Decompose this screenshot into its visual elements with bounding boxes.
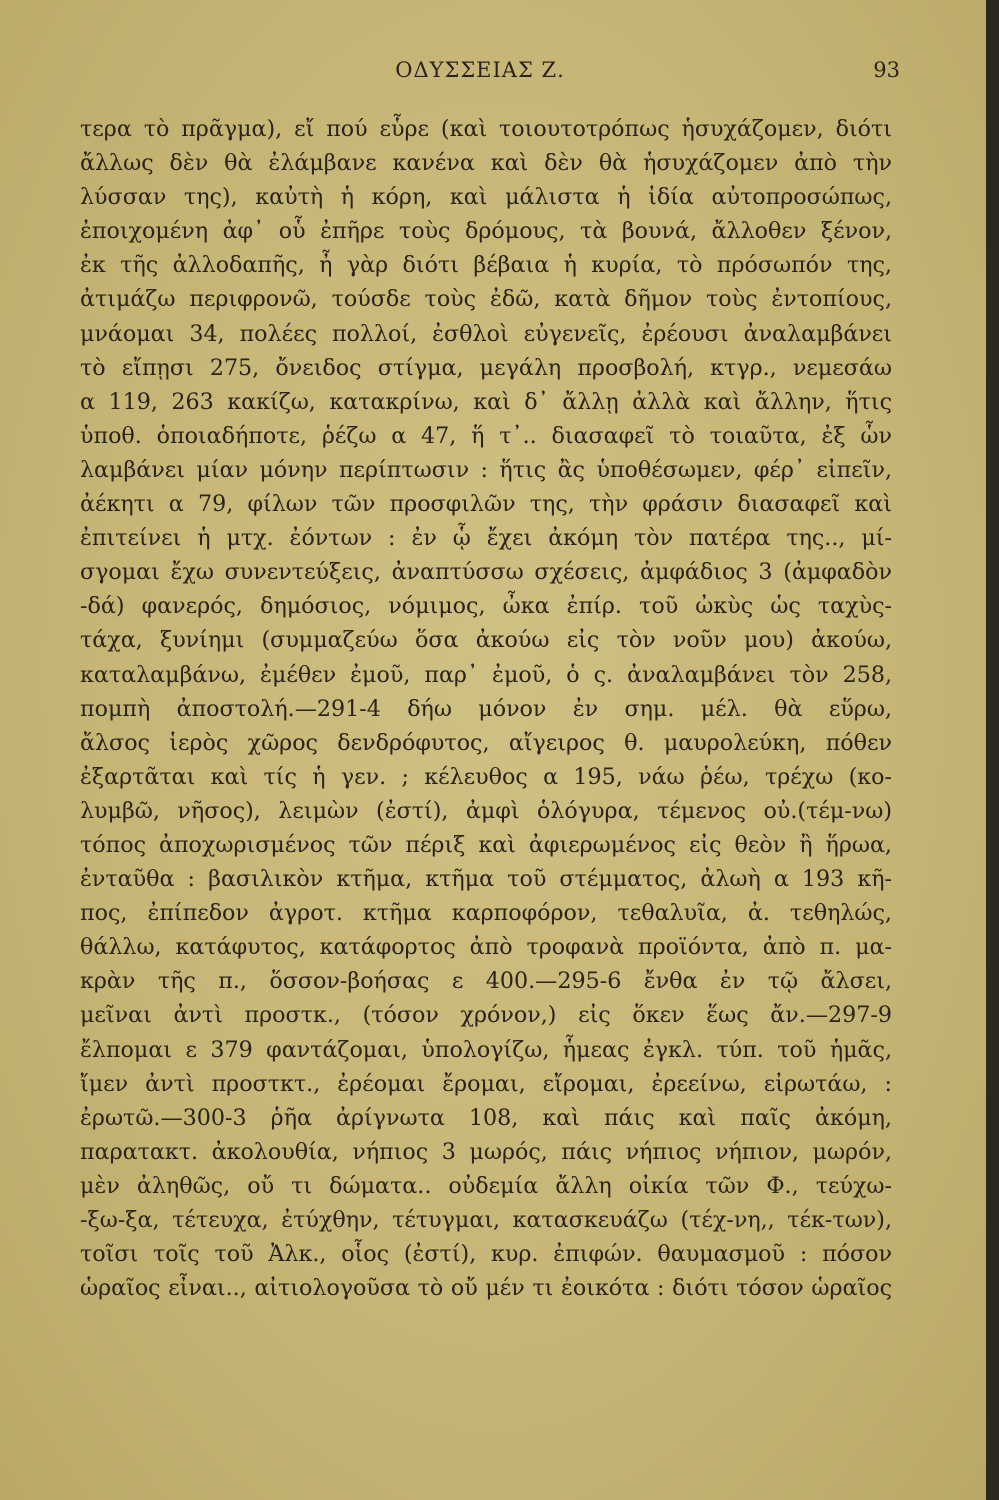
text-line: ἐποιχομένη ἀφ᾽ οὗ ἐπῆρε τοὺς δρόμους, τὰ βουνά, ἄλλοθεν ξένον, <box>80 218 892 245</box>
text-line: λύσσαν της), καὐτὴ ἡ κόρη, καὶ μάλιστα ἡ ἰδία αὐτοπροσώπως, <box>80 184 892 211</box>
text-line: θάλλω, κατάφυτος, κατάφορτος ἀπὸ τροφανὰ προϊόντα, ἀπὸ π. μα- <box>80 934 892 961</box>
text-line: ἄλλως δὲν θὰ ἐλάμβανε κανένα καὶ δὲν θὰ ἡσυχάζομεν ἀπὸ τὴν <box>80 150 892 177</box>
text-line: τὸ εἴπῃσι 275, ὄνειδος στίγμα, μεγάλη προσβολή, κτγρ., νεμεσάω <box>80 354 892 381</box>
text-line: ἀέκητι α 79, φίλων τῶν προσφιλῶν της, τὴν φράσιν διασαφεῖ καὶ <box>80 491 892 518</box>
text-line: τερα τὸ πρᾶγμα), εἴ πού εὗρε (καὶ τοιουτοτρόπως ἡσυχάζομεν, διότι <box>80 116 892 142</box>
text-line: σγομαι ἔχω συνεντεύξεις, ἀναπτύσσω σχέσεις, ἀμφάδιος 3 (ἀμφαδὸν <box>80 559 892 586</box>
text-line: λαμβάνει μίαν μόνην περίπτωσιν : ἥτις ἂς ὑποθέσωμεν, φέρ᾽ εἰπεῖν, <box>80 456 892 483</box>
text-line: ἐνταῦθα : βασιλικὸν κτῆμα, κτῆμα τοῦ στέμματος, ἀλωὴ α 193 κῆ- <box>80 866 892 893</box>
running-title: ΟΔΥΣΣΕΙΑΣ Ζ. <box>395 58 565 82</box>
text-line: πομπὴ ἀποστολή.—291-4 δήω μόνον ἐν σημ. μέλ. θὰ εὕρω, <box>80 695 892 722</box>
page-number: 93 <box>873 58 900 82</box>
text-line: α 119, 263 κακίζω, κατακρίνω, καὶ δ᾽ ἄλλῃ ἀλλὰ καὶ ἄλλην, ἥτις <box>80 388 892 415</box>
text-line: ὡραῖος εἶναι.., αἰτιολογοῦσα τὸ οὔ μέν τι ἐοικότα : διότι τόσον ὡραῖος <box>80 1275 892 1302</box>
text-line: ἐκ τῆς ἀλλοδαπῆς, ἦ γὰρ διότι βέβαια ἡ κυρία, τὸ πρόσωπόν της, <box>80 252 892 279</box>
text-line: παρατακτ. ἀκολουθία, νήπιος 3 μωρός, πάις νήπιος νήπιον, μωρόν, <box>80 1138 892 1165</box>
text-line: μὲν ἀληθῶς, οὔ τι δώματα.. οὐδεμία ἄλλη οἰκία τῶν Φ., τεύχω- <box>80 1172 892 1199</box>
text-line: κρὰν τῆς π., ὅσσον-βοήσας ε 400.—295-6 ἔνθα ἐν τῷ ἄλσει, <box>80 968 892 995</box>
text-line: μεῖναι ἀντὶ προστκ., (τόσον χρόνον,) εἰς ὅκεν ἕως ἄν.—297-9 <box>80 1002 892 1029</box>
text-line: ἐρωτῶ.—300-3 ῥῆα ἀρίγνωτα 108, καὶ πάις καὶ παῖς ἀκόμη, <box>80 1104 892 1131</box>
text-line: τοῖσι τοῖς τοῦ Ἀλκ., οἷος (ἐστί), κυρ. ἐπιφών. θαυμασμοῦ : πόσον <box>80 1241 892 1268</box>
text-line: ἔλπομαι ε 379 φαντάζομαι, ὑπολογίζω, ἧμεας ἐγκλ. τύπ. τοῦ ἡμᾶς, <box>80 1036 892 1063</box>
commentary-text <box>80 112 892 1305</box>
text-line: -δά) φανερός, δημόσιος, νόμιμος, ὦκα ἐπίρ. τοῦ ὠκὺς ὡς ταχὺς- <box>80 593 892 620</box>
page-edge-shadow <box>986 0 999 1500</box>
text-line: ἐπιτείνει ἡ μτχ. ἐόντων : ἐν ᾧ ἔχει ἀκόμη τὸν πατέρα της.., μί- <box>80 525 892 552</box>
text-line: -ξω-ξα, τέτευχα, ἐτύχθην, τέτυγμαι, κατασκευάζω (τέχ-νη,, τέκ-των), <box>80 1207 892 1233</box>
text-line: ἐξαρτᾶται καὶ τίς ἡ γεν. ; κέλευθος α 195, νάω ῥέω, τρέχω (κο- <box>80 763 892 790</box>
text-line: τόπος ἀποχωρισμένος τῶν πέριξ καὶ ἀφιερωμένος εἰς θεὸν ἢ ἥρωα, <box>80 831 892 858</box>
text-line: πος, ἐπίπεδον ἀγροτ. κτῆμα καρποφόρον, τεθαλυῖα, ἀ. τεθηλώς, <box>80 900 892 927</box>
text-line: καταλαμβάνω, ἐμέθεν ἐμοῦ, παρ᾽ ἐμοῦ, ὁ ς. ἀναλαμβάνει τὸν 258, <box>80 661 892 688</box>
text-line: ὑποθ. ὁποιαδήποτε, ῥέζω α 47, ἥ τ᾽.. διασαφεῖ τὸ τοιαῦτα, ἐξ ὧν <box>80 422 892 449</box>
text-line: μνάομαι 34, πολέες πολλοί, ἐσθλοὶ εὐγενεῖς, ἐρέουσι ἀναλαμβάνει <box>80 320 892 347</box>
page-header <box>60 58 900 88</box>
text-line: τάχα, ξυνίημι (συμμαζεύω ὅσα ἀκούω εἰς τὸν νοῦν μου) ἀκούω, <box>80 627 892 654</box>
text-line: ἴμεν ἀντὶ προστκτ., ἐρέομαι ἔρομαι, εἴρομαι, ἐρεείνω, εἰρωτάω, : <box>80 1070 892 1097</box>
text-line: ἀτιμάζω περιφρονῶ, τούσδε τοὺς ἐδῶ, κατὰ δῆμον τοὺς ἐντοπίους, <box>80 286 892 313</box>
text-line: λυμβῶ, νῆσος), λειμὼν (ἐστί), ἀμφὶ ὁλόγυρα, τέμενος οὐ.(τέμ-νω) <box>80 797 892 824</box>
text-line: ἄλσος ἱερὸς χῶρος δενδρόφυτος, αἴγειρος θ. μαυρολεύκη, πόθεν <box>80 729 892 756</box>
